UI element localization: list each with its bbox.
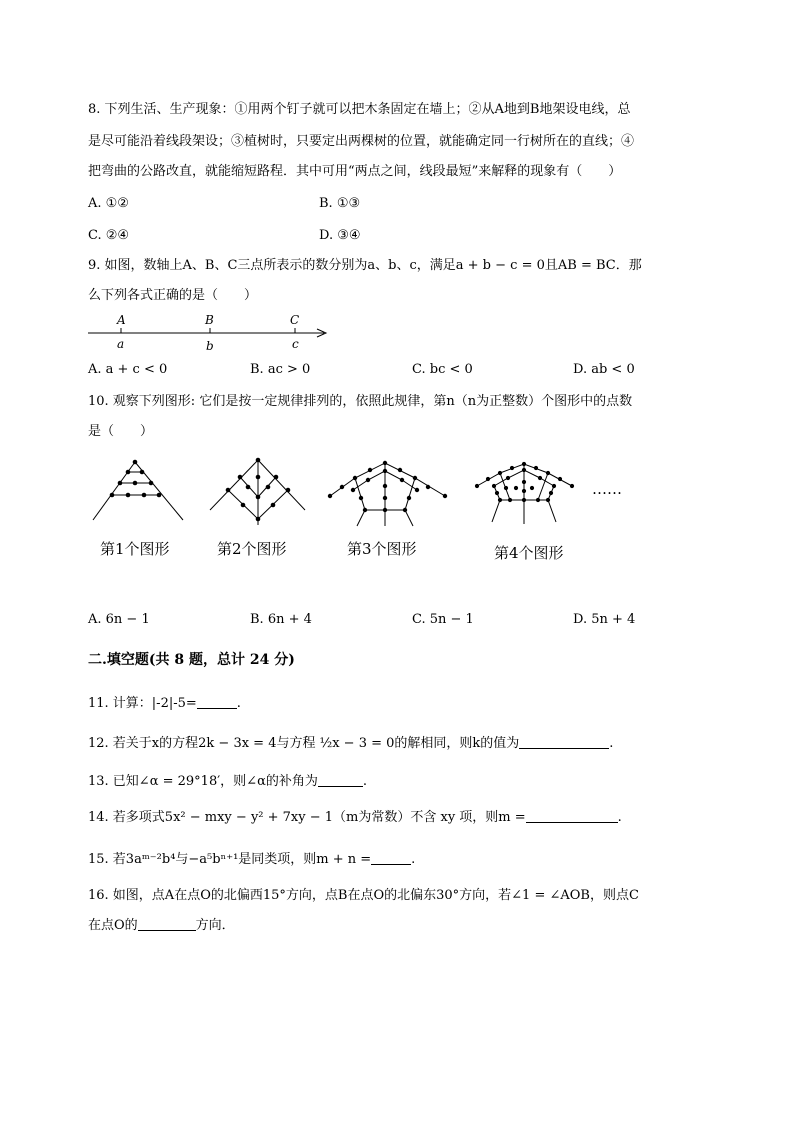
- figure-3-caption: 第3个图形: [347, 540, 417, 558]
- q8-option-b: B. ①③: [319, 196, 361, 211]
- q12-end: .: [609, 736, 614, 751]
- q8-line1: 8. 下列生活、生产现象：①用两个钉子就可以把木条固定在墙上；②从A地到B地架设电线，总: [88, 102, 631, 117]
- number-line-figure: [88, 312, 338, 354]
- q8-option-a: A. ①②: [88, 196, 129, 211]
- q8-option-d: D. ③④: [319, 228, 361, 243]
- q15-text: 15. 若3aᵐ⁻²b⁴与−a⁵bⁿ⁺¹是同类项，则m + n =: [88, 852, 372, 867]
- point-b-label: B: [205, 313, 214, 327]
- pattern-figure-1: [88, 455, 188, 525]
- pattern-figure-2: [205, 455, 310, 530]
- q8-option-c: C. ②④: [88, 228, 130, 243]
- q15-line: [88, 850, 415, 870]
- q16-answer-blank[interactable]: [138, 916, 196, 931]
- q15-answer-blank[interactable]: [371, 850, 411, 865]
- q16-line1: 16. 如图，点A在点O的北偏西15°方向，点B在点O的北偏东30°方向，若∠1 = ∠AOB，则点C: [88, 888, 639, 903]
- q8-line3: 把弯曲的公路改直，就能缩短路程．其中可用“两点之间，线段最短”来解释的现象有（ ）: [88, 164, 622, 179]
- q14-line: [88, 808, 622, 828]
- q11-end: .: [236, 696, 241, 711]
- q10-line1: 10. 观察下列图形: 它们是按一定规律排列的，依照此规律，第n（n为正整数）个图形中的点数: [88, 394, 633, 409]
- q10-option-c: C. 5n − 1: [412, 612, 474, 627]
- q13-line: [88, 772, 367, 792]
- value-c-label: c: [292, 337, 299, 351]
- q11-line: [88, 694, 241, 714]
- section-title: 二.填空题(共 8 题，总计 24 分): [88, 652, 295, 668]
- q9-option-b: B. ac > 0: [250, 362, 311, 377]
- figure-4-caption: 第4个图形: [494, 544, 564, 562]
- figure-1-caption: 第1个图形: [100, 540, 170, 558]
- q9-option-a: A. a + c < 0: [88, 362, 168, 377]
- q10-option-d: D. 5n + 4: [573, 612, 636, 627]
- point-c-label: C: [290, 313, 300, 327]
- pattern-figure-4: [472, 458, 597, 528]
- q10-option-a: A. 6n − 1: [88, 612, 150, 627]
- point-a-label: A: [117, 313, 126, 327]
- q14-answer-blank[interactable]: [526, 808, 618, 823]
- q16-end: 方向．: [195, 918, 235, 933]
- q13-end: .: [362, 774, 367, 789]
- figure-2-caption: 第2个图形: [217, 540, 287, 558]
- pattern-ellipsis: ……: [592, 480, 622, 498]
- q10-line2: 是（ ）: [88, 424, 154, 439]
- q9-option-c: C. bc < 0: [412, 362, 473, 377]
- q10-option-b: B. 6n + 4: [250, 612, 312, 627]
- q13-answer-blank[interactable]: [318, 772, 363, 787]
- value-b-label: b: [206, 339, 214, 353]
- q16-text: 在点O的: [88, 918, 138, 933]
- q12-line: [88, 734, 613, 754]
- q9-option-d: D. ab < 0: [573, 362, 635, 377]
- q12-text: 12. 若关于x的方程2k − 3x = 4与方程 ½x − 3 = 0的解相同，则k的值为: [88, 736, 520, 751]
- q9-line1: 9. 如图，数轴上A、B、C三点所表示的数分别为a、b、c，满足a + b − c = 0且AB = BC．那: [88, 258, 642, 273]
- q15-end: .: [411, 852, 416, 867]
- q11-text: 11. 计算：|-2|-5=: [88, 696, 197, 711]
- q14-text: 14. 若多项式5x² − mxy − y² + 7xy − 1（m为常数）不含 xy 项，则m =: [88, 810, 526, 825]
- value-a-label: a: [117, 337, 125, 351]
- q8-line2: 是尽可能沿着线段架设；③植树时，只要定出两棵树的位置，就能确定同一行树所在的直线；④: [88, 134, 635, 149]
- q12-answer-blank[interactable]: [519, 734, 609, 749]
- q16-line2: [88, 916, 235, 936]
- q14-end: .: [617, 810, 622, 825]
- q11-answer-blank[interactable]: [197, 694, 237, 709]
- pattern-figure-3: [325, 458, 455, 528]
- q9-line2: 么下列各式正确的是（ ）: [88, 288, 258, 303]
- q13-text: 13. 已知∠α = 29°18′，则∠α的补角为: [88, 774, 318, 789]
